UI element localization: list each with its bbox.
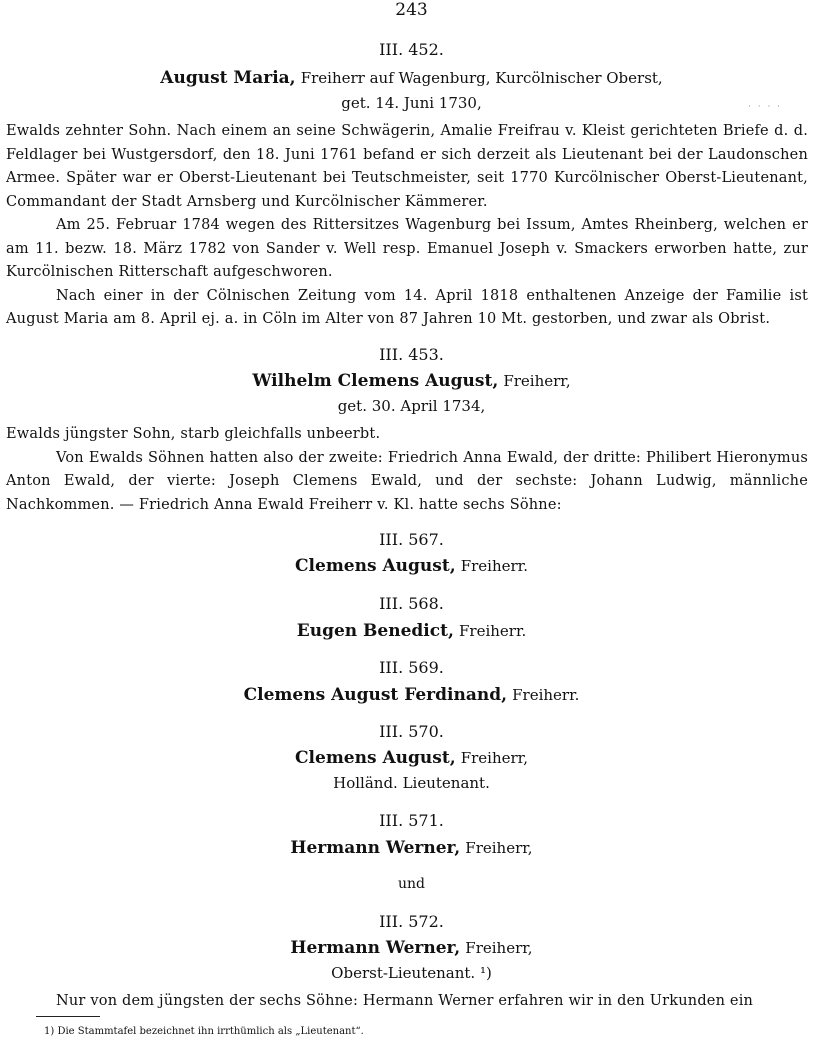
entry-name: Clemens August, bbox=[295, 748, 456, 768]
entry-title: Freiherr. bbox=[512, 686, 580, 704]
paragraph: Von Ewalds Söhnen hatten also der zweite: Friedrich Anna Ewald, der dritte: Philibert Hieronymus Anton Ewald, der vierte: Joseph Clemens Ewald, und der sechste: Johann Ludwig, männliche Nachkommen. — Friedrich Anna Ewald Freiherr v. Kl. hatte sechs Söhne: bbox=[6, 449, 808, 513]
entry-number: III. 568. bbox=[379, 594, 444, 613]
paragraph: Am 25. Februar 1784 wegen des Rittersitzes Wagenburg bei Issum, Amtes Rheinberg, welchen er am 11. bezw. 18. März 1782 von Sander v. Well resp. Emanuel Joseph v. Smackers erworben hatte, zur Kurcölnischen Ritterschaft aufgeschworen. bbox=[6, 217, 808, 280]
conjunction: und bbox=[398, 876, 425, 892]
entry-heading bbox=[0, 68, 823, 88]
entry-title: Freiherr, bbox=[460, 749, 528, 767]
entry-rank: Holländ. Lieutenant. bbox=[333, 774, 490, 792]
paragraph: Ewalds zehnter Sohn. Nach einem an seine Schwägerin, Amalie Freifrau v. Kleist gerichteten Briefe d. d. Feldlager bei Wustgersdorf, den 18. Juni 1761 befand er sich derzeit als Lieutenant bei der Laudonschen Armee. Später war er Oberst-Lieutenant bei Teutschmeister, seit 1770 Kurcölnischer Oberst-Lieutenant, Commandant der Stadt Arnsberg und Kurcölnischer Kämmerer. bbox=[6, 123, 808, 210]
paragraph: Nur von dem jüngsten der sechs Söhne: Hermann Werner erfahren wir in den Urkunden ein bbox=[56, 993, 754, 1009]
footnote-rule bbox=[36, 1016, 100, 1017]
entry-title: Freiherr auf Wagenburg, Kurcölnischer Oberst, bbox=[300, 69, 663, 87]
entry-title: Freiherr. bbox=[460, 557, 528, 575]
entry-number: III. 567. bbox=[379, 530, 444, 549]
entry-name: Clemens August Ferdinand, bbox=[243, 685, 508, 705]
entry-number: III. 572. bbox=[379, 912, 444, 931]
entry-name: Wilhelm Clemens August, bbox=[252, 371, 499, 391]
entry-number: III. 453. bbox=[379, 345, 444, 364]
entry-name: Eugen Benedict, bbox=[296, 621, 454, 641]
entry-452-body bbox=[6, 120, 808, 332]
entry-heading bbox=[0, 556, 823, 576]
entry-name: Clemens August, bbox=[295, 556, 456, 576]
scan-smudge: · · · · bbox=[748, 102, 783, 112]
entry-heading bbox=[0, 838, 823, 858]
entry-name: Hermann Werner, bbox=[290, 938, 461, 958]
entry-heading bbox=[0, 685, 823, 705]
entry-born: get. 30. April 1734, bbox=[337, 397, 486, 415]
entry-heading bbox=[0, 371, 823, 391]
paragraph: Ewalds jüngster Sohn, starb gleichfalls unbeerbt. bbox=[6, 426, 381, 442]
entry-number: III. 570. bbox=[379, 722, 444, 741]
entry-heading bbox=[0, 938, 823, 958]
entry-number: III. 452. bbox=[379, 40, 444, 59]
page-number: 243 bbox=[395, 0, 428, 20]
footnote: 1) Die Stammtafel bezeichnet ihn irrthümlich als „Lieutenant“. bbox=[44, 1026, 364, 1037]
entry-name: August Maria, bbox=[160, 68, 296, 88]
entry-number: III. 571. bbox=[379, 811, 444, 830]
entry-born: get. 14. Juni 1730, bbox=[341, 94, 482, 112]
closing-paragraph bbox=[6, 990, 808, 1014]
entry-title: Freiherr, bbox=[465, 939, 533, 957]
entry-number: III. 569. bbox=[379, 658, 444, 677]
entry-title: Freiherr, bbox=[465, 839, 533, 857]
entry-title: Freiherr, bbox=[503, 372, 571, 390]
entry-rank: Oberst-Lieutenant. ¹) bbox=[331, 964, 492, 982]
paragraph: Nach einer in der Cölnischen Zeitung vom 14. April 1818 enthaltenen Anzeige der Familie ist August Maria am 8. April ej. a. in Cöln im Alter von 87 Jahren 10 Mt. gestorben, und zwar als Obrist. bbox=[6, 287, 808, 327]
entry-heading bbox=[0, 621, 823, 641]
entry-heading bbox=[0, 748, 823, 768]
entry-title: Freiherr. bbox=[458, 622, 527, 640]
entry-name: Hermann Werner, bbox=[290, 838, 461, 858]
entry-453-body bbox=[6, 423, 808, 517]
